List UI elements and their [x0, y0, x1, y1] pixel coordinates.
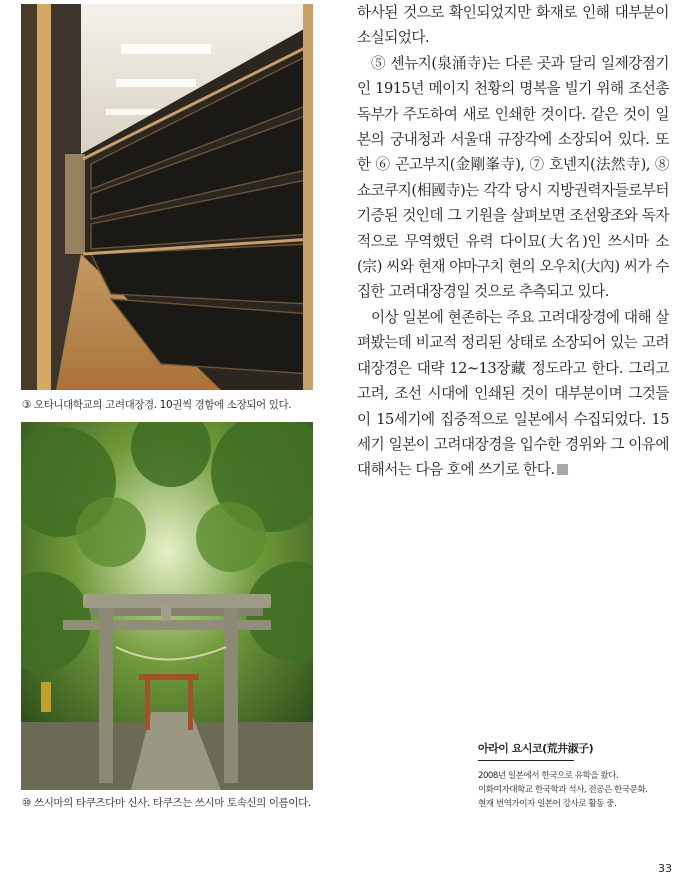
- author-bio-line: 이화여자대학교 한국학과 석사, 전공은 한국문화.: [478, 785, 648, 795]
- author-name: 아라이 요시코(荒井淑子): [478, 742, 594, 755]
- shrine-photo: [21, 422, 313, 790]
- author-bio-line: 2008년 일본에서 한국으로 유학을 왔다.: [478, 771, 619, 781]
- article-paragraph: 하사된 것으로 확인되었지만 화재로 인해 대부분이 소실되었다.: [357, 4, 669, 47]
- article-paragraph: ⑤ 센뉴지(泉涌寺)는 다른 곳과 달리 일제강점기인 1915년 메이지 천황의 명복을 빌기 위해 조선총독부가 주도하여 새로 인쇄한 것이다. 같은 것이 일본의 궁내청과 서울대 규장각에 소장되어 있다. 또한 ⑥ 곤고부지(金剛峯寺), ⑦ 호넨지(法然寺), ⑧ 쇼코쿠지(相國寺)는 각각 당시 지방권력자들로부터 기증된 것인데 그 기원을 살펴보면 조선왕조와 독자적으로 무역했던 유력 다이묘(大名)인 쓰시마 소(宗) 씨와 현재 야마구치 현의 오우치(大內) 씨가 수집한 고려대장경일 것으로 추측되고 있다.: [357, 54, 669, 301]
- article-paragraph: [357, 305, 669, 483]
- author-divider: [478, 760, 574, 761]
- author-bio-line: 현재 번역가이자 일본어 강사로 활동 중.: [478, 799, 617, 809]
- shrine-photo-caption: ⑩ 쓰시마의 타쿠즈다마 신사. 타쿠즈는 쓰시마 토속신의 이름이다.: [22, 797, 311, 809]
- shrine-torii-illustration: [21, 422, 313, 790]
- end-of-article-mark: [557, 464, 568, 475]
- archive-shelves-photo: [21, 4, 313, 390]
- author-box: [478, 740, 678, 811]
- page-number: 33: [658, 862, 672, 875]
- article-body: [357, 0, 669, 483]
- archive-shelves-illustration: [21, 4, 313, 390]
- archive-photo-caption: ③ 오타니대학교의 고려대장경. 10권씩 경함에 소장되어 있다.: [22, 399, 292, 411]
- article-paragraph-text: 이상 일본에 현존하는 주요 고려대장경에 대해 살펴봤는데 비교적 정리된 상태로 소장되어 있는 고려대장경은 대략 12~13장藏 정도라고 한다. 그리고 고려, 조선 시대에 인쇄된 것이 대부분이며 그것들이 15세기에 집중적으로 일본에서 수집되었다. 15세기 일본이 고려대장경을 입수한 경위와 그 이유에 대해서는 다음 호에 쓰기로 한다.: [357, 308, 669, 479]
